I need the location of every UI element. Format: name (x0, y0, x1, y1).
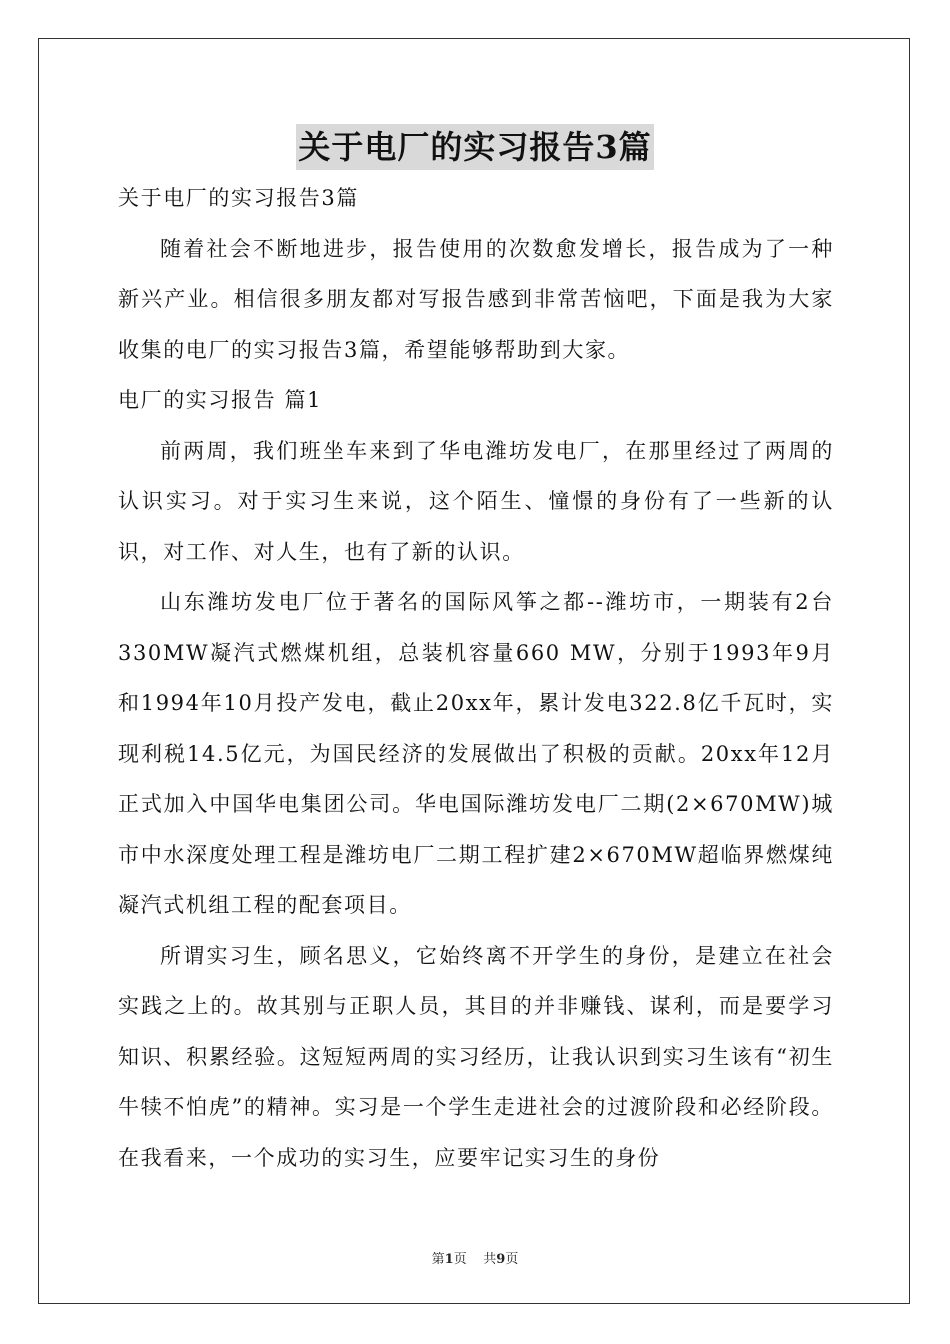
paragraph-heading-0: 关于电厂的实习报告3篇 (118, 186, 359, 210)
page-footer (0, 1248, 950, 1267)
title-container (0, 124, 950, 170)
page-current: 1 (444, 1252, 454, 1267)
document-body (118, 173, 834, 1183)
paragraph-1: 前两周，我们班坐车来到了华电潍坊发电厂，在那里经过了两周的认识实习。对于实习生来说，这个陌生、憧憬的身份有了一些新的认识，对工作、对人生，也有了新的认识。 (118, 438, 834, 564)
page-total: 9 (496, 1252, 506, 1267)
document-title: 关于电厂的实习报告3篇 (296, 124, 653, 170)
page-prefix: 第 (431, 1252, 445, 1267)
total-suffix: 页 (505, 1252, 519, 1267)
paragraph-2: 山东潍坊发电厂位于著名的国际风筝之都--潍坊市，一期装有2台330MW凝汽式燃煤机组，总装机容量660 MW，分别于1993年9月和1994年10月投产发电，截止20xx年，累计发电322.8亿千瓦时，实现利税14.5亿元，为国民经济的发展做出了积极的贡献。20xx年12月正式加入中国华电集团公司。华电国际潍坊发电厂二期(2×670MW)城市中水深度处理工程是潍坊电厂二期工程扩建2×670MW超临界燃煤纯凝汽式机组工程的配套项目。 (118, 590, 834, 917)
paragraph-3: 所谓实习生，顾名思义，它始终离不开学生的身份，是建立在社会实践之上的。故其别与正职人员，其目的并非赚钱、谋利，而是要学习知识、积累经验。这短短两周的实习经历，让我认识到实习生该有“初生牛犊不怕虎”的精神。实习是一个学生走进社会的过渡阶段和必经阶段。在我看来，一个成功的实习生，应要牢记实习生的身份 (118, 943, 834, 1170)
section-heading-1: 电厂的实习报告 篇1 (118, 388, 323, 412)
paragraph-intro: 随着社会不断地进步，报告使用的次数愈发增长，报告成为了一种新兴产业。相信很多朋友都对写报告感到非常苦恼吧，下面是我为大家收集的电厂的实习报告3篇，希望能够帮助到大家。 (118, 236, 834, 362)
total-prefix: 共 (483, 1252, 497, 1267)
page-suffix: 页 (453, 1252, 467, 1267)
